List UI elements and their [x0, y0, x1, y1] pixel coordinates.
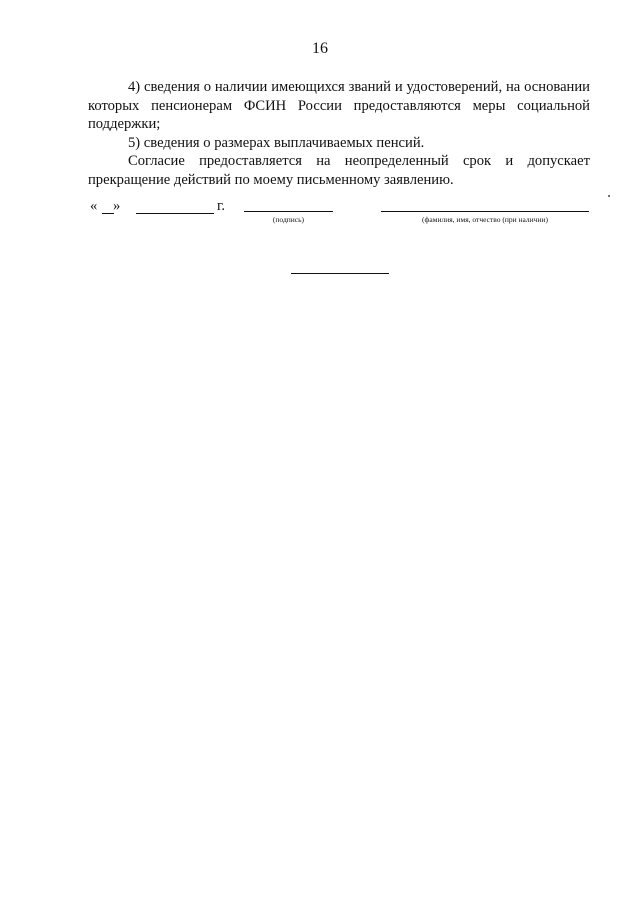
scan-speck — [608, 195, 610, 197]
month-field-line — [136, 213, 214, 214]
year-suffix: г. — [217, 198, 225, 214]
signature-caption: (подпись) — [272, 215, 305, 224]
paragraph-consent-term: Согласие предоставляется на неопределенный срок и допускает прекращение действий по моему письменному заявлению. — [88, 153, 590, 188]
consent-text — [88, 78, 590, 189]
page-number: 16 — [312, 40, 328, 57]
signature-field-line — [244, 211, 333, 212]
paragraph-item-5: 5) сведения о размерах выплачиваемых пенсий. — [128, 134, 425, 151]
paragraph-item-4: 4) сведения о наличии имеющихся званий и удостоверений, на основании которых пенсионерам ФСИН России предоставляются меры социальной поддержки; — [88, 79, 590, 132]
quote-open: « — [90, 198, 98, 214]
end-of-document-rule — [291, 273, 389, 274]
signature-block — [88, 198, 593, 238]
fullname-caption: (фамилия, имя, отчество (при наличии) — [422, 215, 548, 224]
fullname-field-line — [381, 211, 589, 212]
quote-close: » — [113, 198, 121, 214]
